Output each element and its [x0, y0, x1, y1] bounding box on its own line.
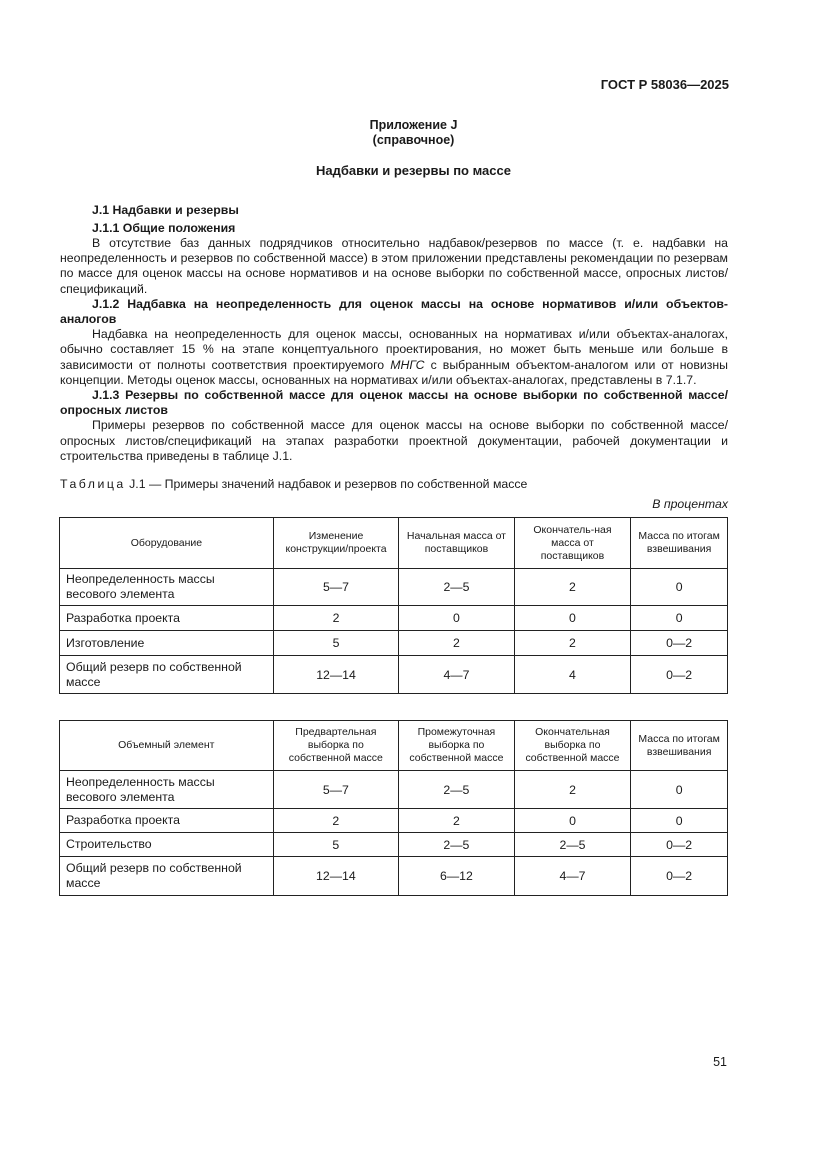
table-header-cell: Окончатель-ная масса от поставщиков — [514, 518, 631, 569]
table-cell: 5—7 — [273, 771, 399, 809]
table-cell: Общий резерв по собственной массе — [60, 857, 274, 896]
heading-j13: J.1.3 Резервы по собственной массе для оценок массы на основе выборки по собственной массе/опросных листов — [60, 388, 728, 418]
table-cell: 2—5 — [399, 569, 515, 606]
table-header-row — [60, 518, 728, 569]
table-cell: 4 — [514, 656, 631, 694]
table-header-cell: Масса по итогам взвешивания — [631, 721, 728, 771]
paragraph-j11: В отсутствие баз данных подрядчиков относительно надбавок/резервов по массе (т. е. надбавки на неопределенность и резервов по собственной массе) в этом приложении представлены рекомендации по резервам по массе для оценок массы на основе нормативов и на основе выборки по собственной массе, опросных листов/спецификаций. — [60, 236, 728, 296]
table-cell: Разработка проекта — [60, 809, 274, 833]
appendix-type: (справочное) — [372, 133, 455, 147]
paragraph-j12-part-b: с выбранным объектом-аналогом или от новизны концепции. Методы оценок массы, основанных на нормативах и/или объектах-аналогах, представлены в 7.1.7. — [60, 357, 728, 387]
standard-designation: ГОСТ Р 58036—2025 — [600, 77, 729, 92]
table-caption-text: J.1 — Примеры значений надбавок и резервов по собственной массе — [125, 477, 528, 491]
table-row — [60, 656, 728, 694]
table-cell: 6—12 — [399, 857, 515, 896]
table-row — [60, 857, 728, 896]
table-cell: 0 — [631, 569, 728, 606]
table-cell: 5 — [273, 833, 399, 857]
heading-j11: J.1.1 Общие положения — [92, 221, 236, 235]
table-row — [60, 771, 728, 809]
table-cell: Общий резерв по собственной массе — [60, 656, 274, 694]
table-header-cell: Начальная масса от поставщиков — [399, 518, 515, 569]
table-cell: 2 — [273, 809, 399, 833]
table-cell: 0—2 — [631, 833, 728, 857]
table-cell: Разработка проекта — [60, 606, 274, 631]
table-cell: 2 — [514, 631, 631, 656]
section-title: Надбавки и резервы по массе — [316, 163, 511, 178]
table-cell: 0—2 — [631, 631, 728, 656]
table-cell: Неопределенность массы весового элемента — [60, 771, 274, 809]
table-cell: 5 — [273, 631, 398, 656]
table-caption — [60, 477, 527, 491]
table-header-cell: Окончательная выборка по собственной массе — [514, 721, 631, 771]
table-cell: 2—5 — [514, 833, 631, 857]
table-cell: 2 — [514, 569, 631, 606]
table-cell: 0 — [631, 809, 728, 833]
table-cell: 4—7 — [514, 857, 631, 896]
table-cell: Изготовление — [60, 631, 274, 656]
table-cell: 2 — [514, 771, 631, 809]
table-cell: 4—7 — [399, 656, 515, 694]
heading-j12: J.1.2 Надбавка на неопределенность для оценок массы на основе нормативов и/или объектов-аналогов — [60, 296, 728, 327]
table-header-cell: Объемный элемент — [60, 721, 274, 771]
table-cell: Неопределенность массы весового элемента — [60, 569, 274, 606]
table-header-row — [60, 721, 728, 771]
table-cell: 12—14 — [273, 656, 398, 694]
table-cell: 12—14 — [273, 857, 399, 896]
table-cell: 2—5 — [399, 833, 515, 857]
paragraph-j13: Примеры резервов по собственной массе для оценок массы на основе выборки по собственной массе/опросных листов/спецификаций на этапах разработки проектной документации, рабочей документации и строительства приведены в таблице J.1. — [60, 418, 728, 463]
table-row — [60, 631, 728, 656]
table-cell: 0 — [631, 606, 728, 631]
table-cell: 5—7 — [273, 569, 398, 606]
paragraph-j12-emphasis: МНГС — [390, 357, 425, 372]
table-cell: 0 — [399, 606, 515, 631]
paragraph-j12-part-a: Надбавка на неопределенность для оценок массы, основанных на нормативах и/или объектах-аналогах, обычно составляет 15 % на этапе концептуального проектирования, но может быть меньше или больше в зависимости от полноты соответствия проектируемого — [60, 327, 728, 372]
heading-j1: J.1 Надбавки и резервы — [92, 203, 239, 217]
table-cell: Строительство — [60, 833, 274, 857]
table-header-cell: Изменение конструкции/проекта — [273, 518, 398, 569]
paragraph-j12 — [60, 327, 728, 388]
table-cell: 0—2 — [631, 656, 728, 694]
body-text — [60, 236, 728, 464]
table-header-cell: Промежуточная выборка по собственной массе — [399, 721, 515, 771]
units-note: В процентах — [652, 497, 728, 511]
table-header-cell: Масса по итогам взвешивания — [631, 518, 728, 569]
appendix-heading — [0, 118, 827, 148]
table-row — [60, 833, 728, 857]
table-row — [60, 809, 728, 833]
page-number: 51 — [713, 1055, 727, 1069]
table-row — [60, 569, 728, 606]
table-row — [60, 606, 728, 631]
table-cell: 0—2 — [631, 857, 728, 896]
table-cell: 2 — [399, 809, 515, 833]
table-cell: 2—5 — [399, 771, 515, 809]
table-cell: 0 — [514, 809, 631, 833]
allowances-table-bulk — [59, 720, 728, 896]
table-cell: 2 — [273, 606, 398, 631]
table-cell: 2 — [399, 631, 515, 656]
table-header-cell: Оборудование — [60, 518, 274, 569]
table-cell: 0 — [631, 771, 728, 809]
appendix-title: Приложение J — [369, 118, 458, 132]
table-cell: 0 — [514, 606, 631, 631]
allowances-table-equipment — [59, 517, 728, 694]
table-header-cell: Предвартельная выборка по собственной массе — [273, 721, 399, 771]
table-caption-prefix: Таблица — [60, 477, 126, 491]
